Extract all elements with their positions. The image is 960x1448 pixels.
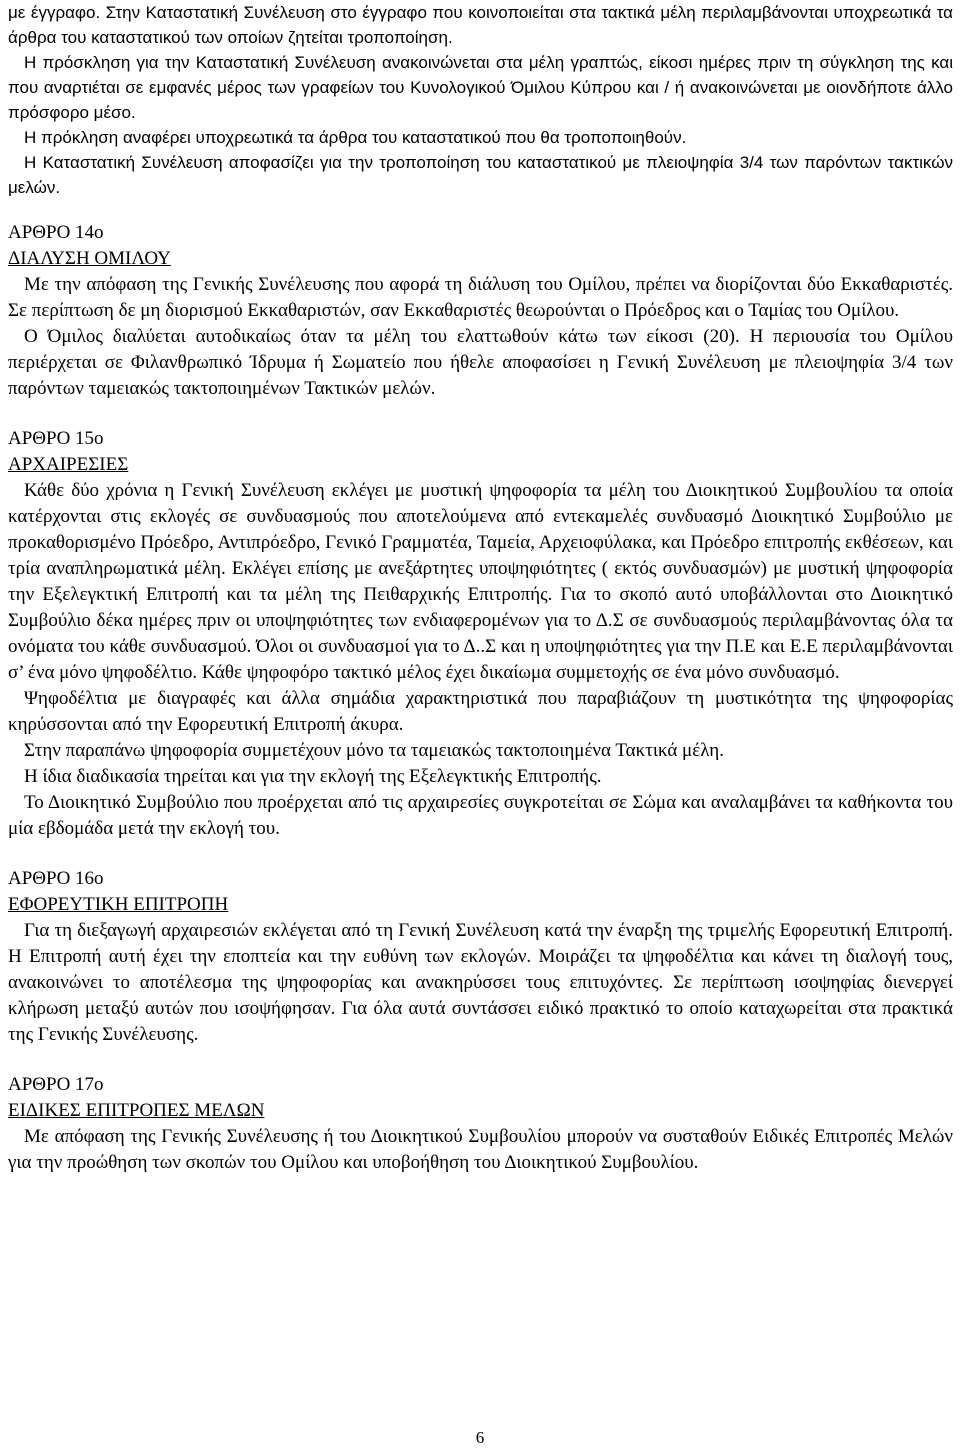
article-14-title: ΔΙΑΛΥΣΗ ΟΜΙΛΟΥ: [8, 248, 171, 269]
intro-paragraph-2: Η πρόσκληση για την Καταστατική Συνέλευση ανακοινώνεται στα μέλη γραπτώς, είκοσι ημέρες πριν τη σύγκληση της και που αναρτιέται σε εμφανές μέρος των γραφείων του Κυνολογικού Όμιλου Κύπρου και / ή ανακοινώνεται με οιονδήποτε άλλο πρόσφορο μέσο.: [8, 53, 953, 122]
page-number: 6: [475, 1428, 485, 1447]
article-14-paragraph-1: Με την απόφαση της Γενικής Συνέλευσης που αφορά τη διάλυση του Ομίλου, πρέπει να διορίζονται δύο Εκκαθαριστές. Σε περίπτωση δε μη διορισμού Εκκαθαριστών, σαν Εκκαθαριστές θεωρούνται ο Πρόεδρος και ο Ταμίας του Ομίλου.: [8, 274, 953, 321]
intro-paragraph-1: με έγγραφο. Στην Καταστατική Συνέλευση στο έγγραφο που κοινοποιείται στα τακτικά μέλη περιλαμβάνονται υποχρεωτικά τα άρθρα του καταστατικού των οποίων ζητείται τροποποίηση.: [8, 3, 953, 47]
document-page: [8, 0, 953, 1176]
article-15-title: ΑΡΧΑΙΡΕΣΙΕΣ: [8, 454, 129, 475]
article-15-paragraph-4: Η ίδια διαδικασία τηρείται και για την εκλογή της Εξελεγκτικής Επιτροπής.: [24, 766, 602, 787]
article-17-number: ΑΡΘΡΟ 17ο: [8, 1074, 104, 1095]
article-15-paragraph-3: Στην παραπάνω ψηφοφορία συμμετέχουν μόνο τα ταμειακώς τακτοποιημένα Τακτικά μέλη.: [24, 740, 724, 761]
article-16-paragraph-1: Για τη διεξαγωγή αρχαιρεσιών εκλέγεται από τη Γενική Συνέλευση κατά την έναρξη της τριμελής Εφορευτική Επιτροπή. Η Επιτροπή αυτή έχει την εποπτεία και την ευθύνη των εκλογών. Μοιράζει τα ψηφοδέλτια και κάνει τη διαλογή τους, ανακοινώνει το αποτέλεσμα της ψηφοφορίας και ανακηρύσσει τους επιτυχόντες. Σε περίπτωση ισοψηφίας διενεργεί κλήρωση μεταξύ αυτών που ισοψήφησαν. Για όλα αυτά συντάσσει ειδικό πρακτικό το οποίο καταχωρείται στα πρακτικά της Γενικής Συνέλευσης.: [8, 920, 953, 1045]
intro-paragraph-3: Η πρόκληση αναφέρει υποχρεωτικά τα άρθρα του καταστατικού που θα τροποποιηθούν.: [24, 128, 687, 147]
article-15-number: ΑΡΘΡΟ 15ο: [8, 428, 104, 449]
article-16-title: ΕΦΟΡΕΥΤΙΚΗ ΕΠΙΤΡΟΠΗ: [8, 894, 229, 915]
intro-paragraph-4: Η Καταστατική Συνέλευση αποφασίζει για την τροποποίηση του καταστατικού με πλειοψηφία 3/4 των παρόντων τακτικών μελών.: [8, 153, 953, 197]
article-15-paragraph-5: Το Διοικητικό Συμβούλιο που προέρχεται από τις αρχαιρεσίες συγκροτείται σε Σώμα και αναλαμβάνει τα καθήκοντα του μία εβδομάδα μετά την εκλογή του.: [8, 792, 953, 839]
article-16-number: ΑΡΘΡΟ 16ο: [8, 868, 104, 889]
article-14-number: ΑΡΘΡΟ 14ο: [8, 222, 104, 243]
article-15-paragraph-2: Ψηφοδέλτια με διαγραφές και άλλα σημάδια χαρακτηριστικά που παραβιάζουν τη μυστικότητα της ψηφοφορίας κηρύσσονται από την Εφορευτική Επιτροπή άκυρα.: [8, 688, 953, 735]
article-14-paragraph-2: Ο Όμιλος διαλύεται αυτοδικαίως όταν τα μέλη του ελαττωθούν κάτω των είκοσι (20). Η περιουσία του Ομίλου περιέρχεται σε Φιλανθρωπικό Ίδρυμα ή Σωματείο που ήθελε αποφασίσει η Γενική Συνέλευση με πλειοψηφία 3/4 των παρόντων ταμειακώς τακτοποιημένων Τακτικών μελών.: [8, 326, 953, 399]
article-17-paragraph-1: Με απόφαση της Γενικής Συνέλευσης ή του Διοικητικού Συμβουλίου μπορούν να συσταθούν Ειδικές Επιτροπές Μελών για την προώθηση των σκοπών του Ομίλου και υποβοήθηση του Διοικητικού Συμβουλίου.: [8, 1126, 953, 1173]
article-17-title: ΕΙΔΙΚΕΣ ΕΠΙΤΡΟΠΕΣ ΜΕΛΩΝ: [8, 1100, 265, 1121]
article-15-paragraph-1: Κάθε δύο χρόνια η Γενική Συνέλευση εκλέγει με μυστική ψηφοφορία τα μέλη του Διοικητικού Συμβουλίου τα οποία κατέρχονται στις εκλογές σε συνδυασμούς που αποτελούμενα από εντεκαμελές συνδυασμό Διοικητικό Συμβούλιο με προκαθορισμένο Πρόεδρο, Αντιπρόεδρο, Γενικό Γραμματέα, Ταμεία, Αρχειοφύλακα, και Πρόεδρο επιτροπής εκθέσεων, και τρία αναπληρωματικά μέλη. Εκλέγει επίσης με ανεξάρτητες υποψηφιότητες ( εκτός συνδυασμών) με μυστική ψηφοφορία την Εξελεγκτική Επιτροπή και τα μέλη της Πειθαρχικής Επιτροπής. Για το σκοπό αυτό υποβάλλονται στο Διοικητικό Συμβούλιο δέκα ημέρες πριν οι υποψηφιότητες των ενδιαφερομένων για το Δ.Σ σε συνδυασμούς περιλαμβάνοντας όλα τα ονόματα του κάθε συνδυασμού. Όλοι οι συνδυασμοί για το Δ..Σ και η υποψηφιότητες για την Π.Ε και Ε.Ε περιλαμβάνονται σ’ ένα μόνο ψηφοδέλτιο. Κάθε ψηφοφόρο τακτικό μέλος έχει δικαίωμα συμμετοχής σε ένα μόνο συνδυασμό.: [8, 480, 953, 683]
